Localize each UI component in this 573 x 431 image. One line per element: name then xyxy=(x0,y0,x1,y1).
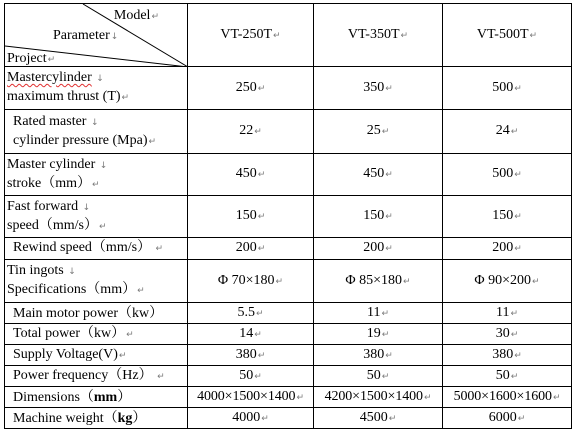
table-cell: 250↵ xyxy=(188,67,314,110)
table-cell: 4000×1500×1400↵ xyxy=(188,387,314,408)
row-label: Power frequency（Hz） ↵ xyxy=(5,366,188,387)
table-cell: 380↵ xyxy=(188,345,314,366)
row-label: Mastercylinder ↓ maximum thrust (T)↵ xyxy=(5,67,188,110)
table-cell: Φ 70×180↵ xyxy=(188,260,314,303)
diagonal-header-cell xyxy=(5,4,188,67)
table-cell: 450↵ xyxy=(314,154,443,196)
model-column-header: VT-250T↵ xyxy=(188,4,314,67)
row-label: Tin ingots ↓ Specifications（mm）↵ xyxy=(5,260,188,303)
table-cell: 11↵ xyxy=(314,303,443,324)
table-cell: 11↵ xyxy=(443,303,572,324)
row-label: Total power（kw）↵ xyxy=(5,324,188,345)
table-cell: 380↵ xyxy=(443,345,572,366)
specification-table xyxy=(4,3,572,429)
table-cell: 4500↵ xyxy=(314,408,443,429)
table-row xyxy=(5,110,572,154)
table-row xyxy=(5,303,572,324)
model-header-label: Model↵ xyxy=(113,8,159,23)
table-cell: 25↵ xyxy=(314,110,443,154)
table-row xyxy=(5,366,572,387)
table-row xyxy=(5,260,572,303)
row-label: Machine weight（kg） xyxy=(5,408,188,429)
table-cell: 5000×1600×1600↵ xyxy=(443,387,572,408)
row-label: Master cylinder ↓ stroke（mm）↵ xyxy=(5,154,188,196)
table-row xyxy=(5,238,572,260)
row-label: Main motor power（kw） xyxy=(5,303,188,324)
table-cell: 50↵ xyxy=(188,366,314,387)
table-cell: 150↵ xyxy=(188,196,314,238)
table-cell: Φ 90×200↵ xyxy=(443,260,572,303)
header-row xyxy=(5,4,572,67)
table-cell: 14↵ xyxy=(188,324,314,345)
table-cell: 6000↵ xyxy=(443,408,572,429)
table-cell: 500↵ xyxy=(443,154,572,196)
table-cell: 200↵ xyxy=(314,238,443,260)
table-cell: 350↵ xyxy=(314,67,443,110)
table-row xyxy=(5,387,572,408)
parameter-header-label: Parameter↓ xyxy=(53,28,119,43)
table-cell: Φ 85×180↵ xyxy=(314,260,443,303)
table-row xyxy=(5,67,572,110)
table-cell: 200↵ xyxy=(443,238,572,260)
table-cell: 19↵ xyxy=(314,324,443,345)
table-cell: 150↵ xyxy=(314,196,443,238)
row-label: Supply Voltage(V)↵ xyxy=(5,345,188,366)
table-cell: 5.5↵ xyxy=(188,303,314,324)
table-row xyxy=(5,196,572,238)
table-cell: 24↵ xyxy=(443,110,572,154)
model-column-header: VT-500T↵ xyxy=(443,4,572,67)
table-row xyxy=(5,345,572,366)
table-row xyxy=(5,324,572,345)
table-row xyxy=(5,408,572,429)
table-cell: 30↵ xyxy=(443,324,572,345)
table-cell: 380↵ xyxy=(314,345,443,366)
row-label: Fast forward ↓ speed（mm/s）↵ xyxy=(5,196,188,238)
table-cell: 500↵ xyxy=(443,67,572,110)
table-cell: 22↵ xyxy=(188,110,314,154)
row-label: Rewind speed（mm/s） ↵ xyxy=(5,238,188,260)
table-cell: 450↵ xyxy=(188,154,314,196)
model-column-header: VT-350T↵ xyxy=(314,4,443,67)
row-label: Rated master ↓ cylinder pressure (Mpa)↵ xyxy=(5,110,188,154)
table-cell: 200↵ xyxy=(188,238,314,260)
table-cell: 4200×1500×1400↵ xyxy=(314,387,443,408)
table-row xyxy=(5,154,572,196)
table-cell: 4000↵ xyxy=(188,408,314,429)
table-cell: 50↵ xyxy=(443,366,572,387)
table-cell: 50↵ xyxy=(314,366,443,387)
row-label: Dimensions（mm） xyxy=(5,387,188,408)
table-cell: 150↵ xyxy=(443,196,572,238)
project-header-label: Project↵ xyxy=(7,51,56,66)
